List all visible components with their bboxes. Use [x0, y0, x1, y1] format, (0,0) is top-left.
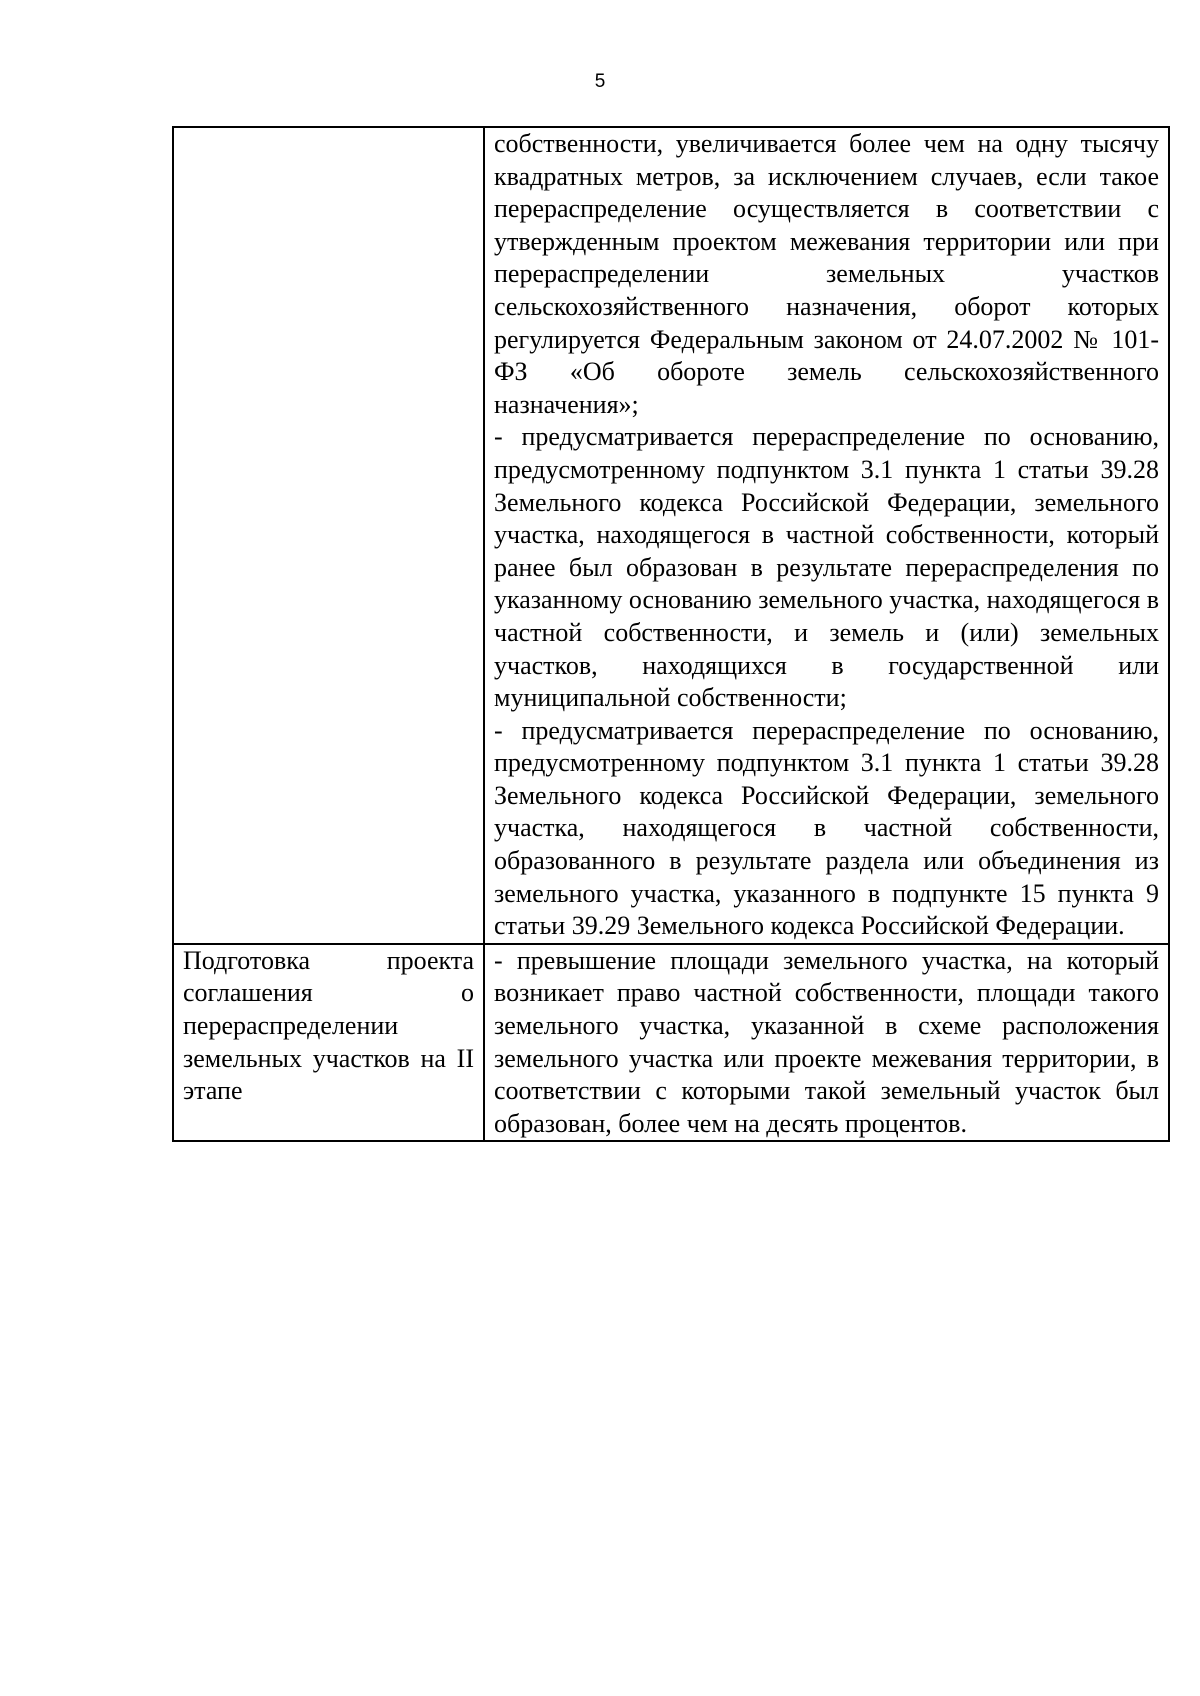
grounds-cell: [484, 944, 1169, 1142]
grounds-paragraph: - превышение площади земельного участка, на который возникает право частной собственности, площади такого земельного участка, указанной в схеме расположения земельного участка или проекте межевания территории, в соответствии с которыми такой земельный участок был образован, более чем на десять процентов.: [494, 945, 1159, 1138]
stage-cell: [173, 127, 484, 944]
table-row: [173, 944, 1169, 1142]
grounds-paragraph: - предусматривается перераспределение по основанию, предусмотренному подпунктом 3.1 пункта 1 статьи 39.28 Земельного кодекса Российской Федерации, земельного участка, находящегося в частной собственности, который ранее был образован в результате перераспределения по указанному основанию земельного участка, находящегося в частной собственности, и земель и (или) земельных участков, находящихся в государственной или муниципальной собственности;: [494, 422, 1159, 713]
grounds-cell: [484, 127, 1169, 944]
grounds-table: [172, 126, 1170, 1142]
grounds-paragraph: - предусматривается перераспределение по основанию, предусмотренному подпунктом 3.1 пункта 1 статьи 39.28 Земельного кодекса Российской Федерации, земельного участка, находящегося в частной собственности, образованного в результате раздела или объединения из земельного участка, указанного в подпункте 15 пункта 9 статьи 39.29 Земельного кодекса Российской Федерации.: [494, 715, 1159, 941]
stage-cell: Подготовка проекта соглашения о перераспределении земельных участков на II этапе: [173, 944, 484, 1142]
grounds-paragraph: собственности, увеличивается более чем на одну тысячу квадратных метров, за исключением случаев, если такое перераспределение осуществляется в соответствии с утвержденным проектом межевания территории или при перераспределении земельных участков сельскохозяйственного назначения, оборот которых регулируется Федеральным законом от 24.07.2002 № 101-ФЗ «Об обороте земель сельскохозяйственного назначения»;: [494, 129, 1159, 419]
table-row: [173, 127, 1169, 944]
page-number: 5: [594, 71, 606, 92]
